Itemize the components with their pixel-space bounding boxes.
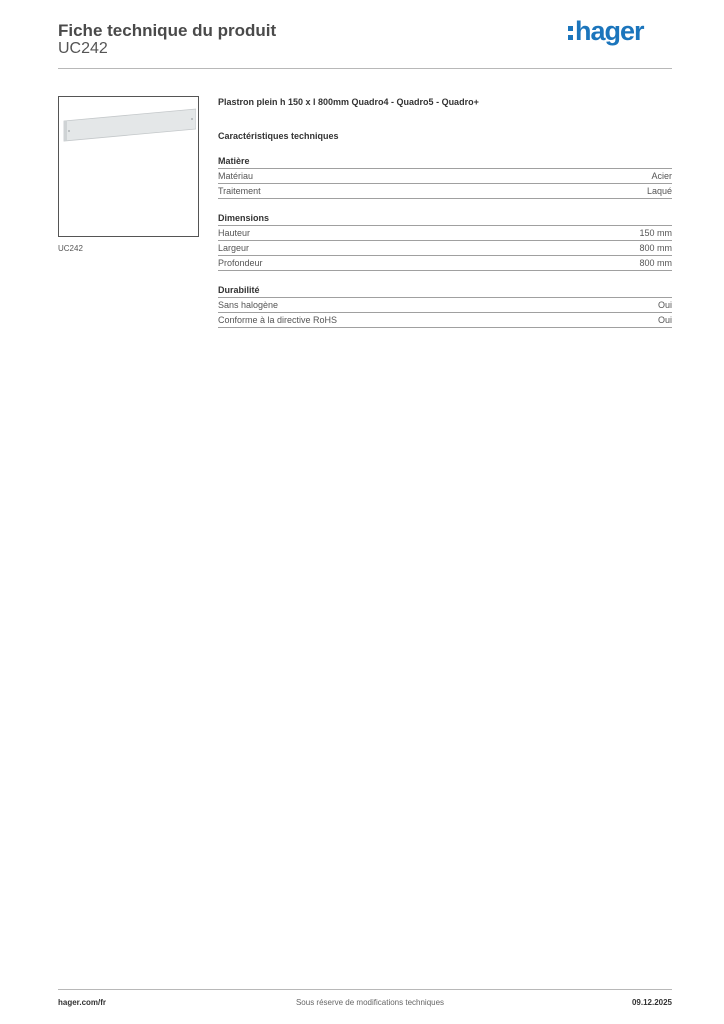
- spec-row: [218, 313, 672, 328]
- spec-label: Matériau: [218, 171, 254, 181]
- spec-value: 150 mm: [639, 228, 672, 238]
- spec-value: 800 mm: [639, 258, 672, 268]
- section-title: Durabilité: [218, 284, 672, 298]
- spec-value: Oui: [657, 315, 672, 325]
- spec-label: Hauteur: [218, 228, 251, 238]
- spec-label: Conforme à la directive RoHS: [218, 315, 338, 325]
- spec-section-dimensions: [218, 212, 672, 271]
- product-description: Plastron plein h 150 x l 800mm Quadro4 - Quadro5 - Quadro+: [218, 97, 479, 107]
- spec-label: Traitement: [218, 186, 261, 196]
- spec-content: [218, 96, 672, 328]
- spec-section-durabilite: [218, 284, 672, 328]
- spec-row: [218, 226, 672, 241]
- spec-section-matiere: [218, 155, 672, 199]
- header-divider: [58, 68, 672, 69]
- section-title: Matière: [218, 155, 672, 169]
- footer-website-link[interactable]: hager.com/fr: [58, 998, 107, 1007]
- image-caption: UC242: [58, 244, 83, 253]
- spec-row: [218, 184, 672, 199]
- spec-row: [218, 256, 672, 271]
- spec-row: [218, 241, 672, 256]
- footer-disclaimer: Sous réserve de modifications techniques: [295, 998, 445, 1007]
- product-image: [58, 96, 199, 237]
- spec-value: Oui: [657, 300, 672, 310]
- spec-value: 800 mm: [639, 243, 672, 253]
- spec-row: [218, 169, 672, 184]
- spec-label: Largeur: [218, 243, 250, 253]
- section-title: Dimensions: [218, 212, 672, 226]
- spec-label: Sans halogène: [218, 300, 279, 310]
- footer-divider: [58, 989, 672, 990]
- spec-label: Profondeur: [218, 258, 263, 268]
- product-reference: UC242: [58, 40, 108, 57]
- hager-logo: [568, 16, 644, 46]
- footer-date: 09.12.2025: [631, 998, 672, 1007]
- logo-dots-icon: [568, 26, 573, 40]
- logo-wordmark: hager: [575, 16, 644, 46]
- spec-value: Laqué: [646, 186, 672, 196]
- front-panel-image: [62, 107, 196, 143]
- spec-row: [218, 298, 672, 313]
- spec-value: Acier: [651, 171, 672, 181]
- page-title: Fiche technique du produit: [58, 21, 277, 40]
- tech-specs-heading: Caractéristiques techniques: [218, 131, 339, 141]
